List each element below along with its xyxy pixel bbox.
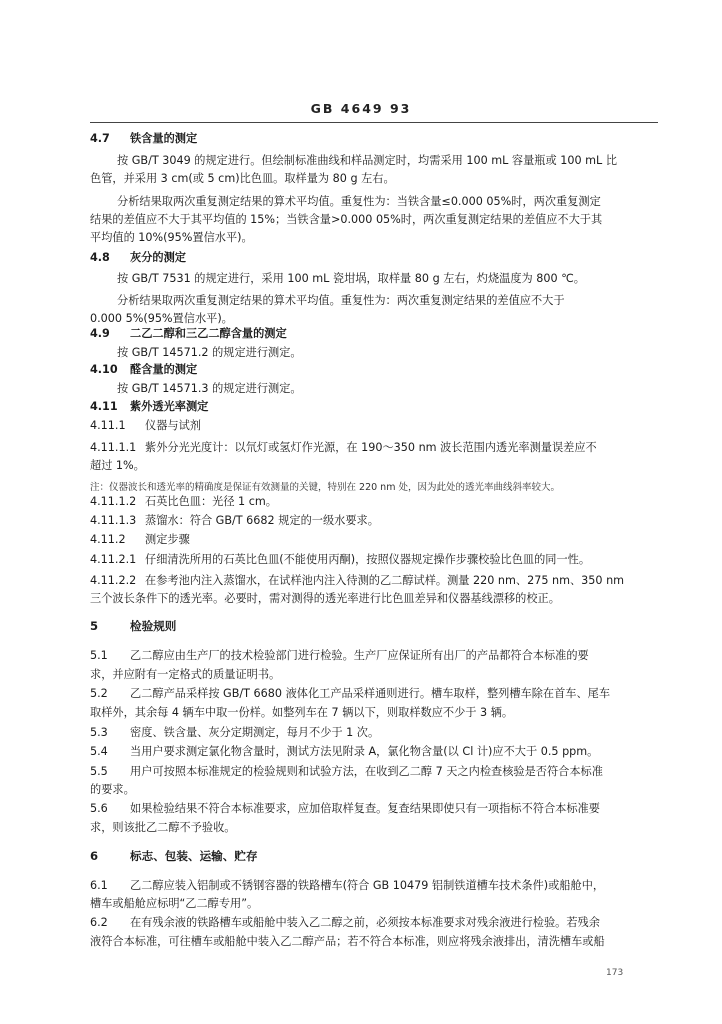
paragraph-line: 6.2 在有残余液的铁路槽车或船舱中装入乙二醇之前，必须按本标准要求对残余液进行检验。若残余 [90,916,600,929]
note-line: 注：仪器波长和透光率的精确度是保证有效测量的关键，特别在 220 nm 处，因为此处的透光率曲线斜率较大。 [90,482,560,493]
heading-4-11: 4.11 紫外透光率测定 [90,400,209,413]
paragraph-line: 5.1 乙二醇应由生产厂的技术检验部门进行检验。生产厂应保证所有出厂的产品都符合本标准的要 [90,649,589,662]
heading-4-9: 4.9 二乙二醇和三乙二醇含量的测定 [90,327,287,340]
paragraph-line: 4.11.2.2 在参考池内注入蒸馏水，在试样池内注入待测的乙二醇试样。测量 220 nm、275 nm、350 nm [90,574,625,587]
paragraph-line: 5.6 如果检验结果不符合本标准要求，应加倍取样复查。复查结果即使只有一项指标不符合本标准要 [90,802,600,815]
subheading-4-11-2: 4.11.2 测定步骤 [90,533,190,546]
paragraph-line: 取样外，其余每 4 辆车中取一份样。如整列车在 7 辆以下，则取样数应不少于 3 辆。 [90,706,514,719]
section-6-heading: 6 标志、包装、运输、贮存 [90,849,258,863]
paragraph-line: 三个波长条件下的透光率。必要时，需对测得的透光率进行比色皿差异和仪器基线漂移的校正。 [90,592,560,605]
paragraph-line: 6.1 乙二醇应装入铝制或不锈钢容器的铁路槽车(符合 GB 10479 铝制铁道槽车技术条件)或船舱中， [90,879,605,892]
paragraph-line: 分析结果取两次重复测定结果的算术平均值。重复性为：当铁含量≤0.000 05%时，两次重复测定 [117,195,601,208]
paragraph-line: 4.11.1.1 紫外分光光度计：以氘灯或氢灯作光源，在 190～350 nm 波长范围内透光率测量误差应不 [90,441,597,454]
subheading-4-11-1: 4.11.1 仪器与试剂 [90,419,201,432]
paragraph-line: 按 GB/T 14571.2 的规定进行测定。 [117,346,302,359]
paragraph-line: 按 GB/T 14571.3 的规定进行测定。 [117,382,302,395]
heading-4-8: 4.8 灰分的测定 [90,251,186,264]
paragraph-line: 5.2 乙二醇产品采样按 GB/T 6680 液体化工产品采样通则进行。槽车取样，整列槽车除在首车、尾车 [90,687,611,700]
paragraph-line: 4.11.1.3 蒸馏水：符合 GB/T 6682 规定的一级水要求。 [90,514,379,527]
paragraph-line: 按 GB/T 3049 的规定进行。但绘制标准曲线和样品测定时，均需采用 100 mL 容量瓶或 100 mL 比 [117,154,618,167]
paragraph-line: 的要求。 [90,783,135,796]
paragraph-line: 按 GB/T 7531 的规定进行，采用 100 mL 瓷坩埚，取样量 80 g 左右，灼烧温度为 800 ℃。 [117,272,585,285]
heading-4-10: 4.10 醛含量的测定 [90,363,198,376]
paragraph-line: 结果的差值应不大于其平均值的 15%；当铁含量>0.000 05%时，两次重复测定结果的差值应不大于其 [90,213,603,226]
paragraph-line: 0.000 5%(95%置信水平)。 [90,312,233,325]
paragraph-line: 4.11.1.2 石英比色皿：光径 1 cm。 [90,495,277,508]
paragraph-line: 液符合本标准，可往槽车或船舱中装入乙二醇产品；若不符合本标准，则应将残余液排出，清洗槽车或船 [90,935,605,948]
paragraph-line: 槽车或船舱应标明“乙二醇专用”。 [90,897,259,910]
standard-header: GB 4649 93 [310,101,412,116]
section-5-heading: 5 检验规则 [90,619,177,633]
paragraph-line: 求，则该批乙二醇不予验收。 [90,821,236,834]
header-rule [90,122,658,123]
paragraph-line: 平均值的 10%(95%置信水平)。 [90,231,253,244]
paragraph-line: 分析结果取两次重复测定结果的算术平均值。重复性为：两次重复测定结果的差值应不大于 [117,294,565,307]
paragraph-line: 5.4 当用户要求测定氯化物含量时，测试方法见附录 A，氯化物含量(以 Cl 计)应不大于 0.5 ppm。 [90,745,599,758]
paragraph-line: 5.3 密度、铁含量、灰分定期测定，每月不少于 1 次。 [90,726,380,739]
paragraph-line: 求，并应附有一定格式的质量证明书。 [90,668,281,681]
paragraph-line: 4.11.2.1 仔细清洗所用的石英比色皿(不能使用丙酮)，按照仪器规定操作步骤校验比色皿的同一性。 [90,553,591,566]
heading-4-7: 4.7 铁含量的测定 [90,132,198,145]
paragraph-line: 5.5 用户可按照本标准规定的检验规则和试验方法，在收到乙二醇 7 天之内检查核验是否符合本标准 [90,765,603,778]
page-number: 173 [606,968,624,978]
paragraph-line: 色管，并采用 3 cm(或 5 cm)比色皿。取样量为 80 g 左右。 [90,172,395,185]
paragraph-line: 超过 1%。 [90,459,145,472]
